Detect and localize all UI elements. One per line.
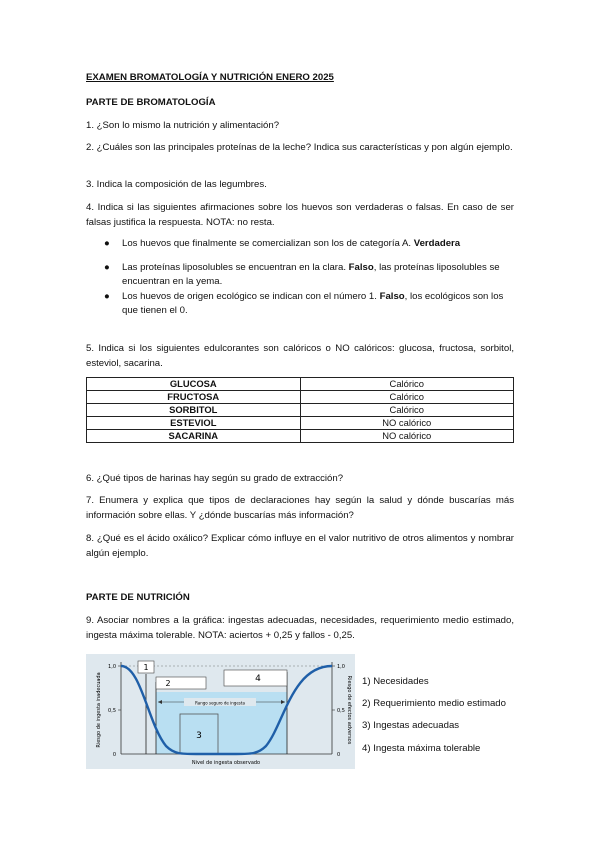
question-8: 8. ¿Qué es el ácido oxálico? Explicar cómo influye en el valor nutritivo de otros alimentos y nombrar algún ejemplo. [86,533,514,559]
table-row: SACARINA NO calórico [87,430,514,443]
section-bromatologia-heading: PARTE DE BROMATOLOGÍA [86,97,216,108]
marker-3-label: 3 [196,731,202,741]
nutrition-reference-figure [86,654,355,769]
marker-2-label: 2 [165,679,171,688]
table-row: GLUCOSA Calórico [87,378,514,391]
sweeteners-table [86,377,514,443]
question-7: 7. Enumera y explica que tipos de declaraciones hay según la salud y dónde buscarías más información sobre ellas. Y ¿dónde buscarías más información? [86,495,514,521]
question-4-item-1: ● Los huevos que finalmente se comercializan son los de categoría A. Verdadera [104,238,461,249]
question-5: 5. Indica si los siguientes edulcorantes son calóricos o NO calóricos: glucosa, fructosa, sorbitol, esteviol, sacarina. [86,343,514,369]
legend-item-2: 2) Requerimiento medio estimado [362,698,506,709]
section-nutricion-heading: PARTE DE NUTRICIÓN [86,592,190,603]
question-6: 6. ¿Qué tipos de harinas hay según su grado de extracción? [86,473,344,484]
legend-item-1: 1) Necesidades [362,676,429,687]
exam-title: EXAMEN BROMATOLOGÍA Y NUTRICIÓN ENERO 2025 [86,72,334,83]
table-row: SORBITOL Calórico [87,404,514,417]
marker-2-box [156,677,206,689]
question-4: 4. Indica si las siguientes afirmaciones sobre los huevos son verdaderas o falsas. En caso de ser falsas justifica la respuesta. NOTA: no resta. [86,202,514,228]
y-right-axis-label: Riesgo de efectos adversos [346,675,352,745]
question-3: 3. Indica la composición de las legumbres. [86,179,267,190]
x-axis-label: Nivel de ingesta observado [191,760,261,766]
question-4-item-3: ● Los huevos de origen ecológico se indican con el número 1. Falso, los ecológicos son los que tienen el 0. [104,291,504,316]
tick-right-0: 0 [337,752,341,758]
table-row: FRUCTOSA Calórico [87,391,514,404]
legend-item-3: 3) Ingestas adecuadas [362,720,460,731]
bullet-icon: ● [104,291,110,302]
tick-left-1: 1,0 [108,664,116,670]
y-left-axis-label: Riesgo de ingesta inadecuada [96,672,102,748]
bullet-icon: ● [104,238,110,249]
tick-left-0: 0 [112,752,116,758]
question-2: 2. ¿Cuáles son las principales proteínas de la leche? Indica sus características y pon algún ejemplo. [86,142,513,153]
marker-1-label: 1 [143,663,149,672]
bullet-icon: ● [104,262,110,273]
tick-right-05: 0,5 [337,708,345,714]
question-4-item-2: ● Las proteínas liposolubles se encuentran en la clara. Falso, las proteínas liposolubles se encuentran en la yema. [104,262,500,287]
tick-right-1: 1,0 [337,664,345,670]
tick-left-05: 0,5 [108,708,116,714]
legend-item-4: 4) Ingesta máxima tolerable [362,743,481,754]
question-9: 9. Asociar nombres a la gráfica: ingestas adecuadas, necesidades, requerimiento medio estimado, ingesta máxima tolerable. NOTA: aciertos + 0,25 y fallos - 0,25. [86,615,514,641]
safe-range-label: Rango seguro de ingesta [195,700,245,706]
marker-4-label: 4 [255,674,261,684]
table-row: ESTEVIOL NO calórico [87,417,514,430]
question-1: 1. ¿Son lo mismo la nutrición y alimentación? [86,120,280,131]
